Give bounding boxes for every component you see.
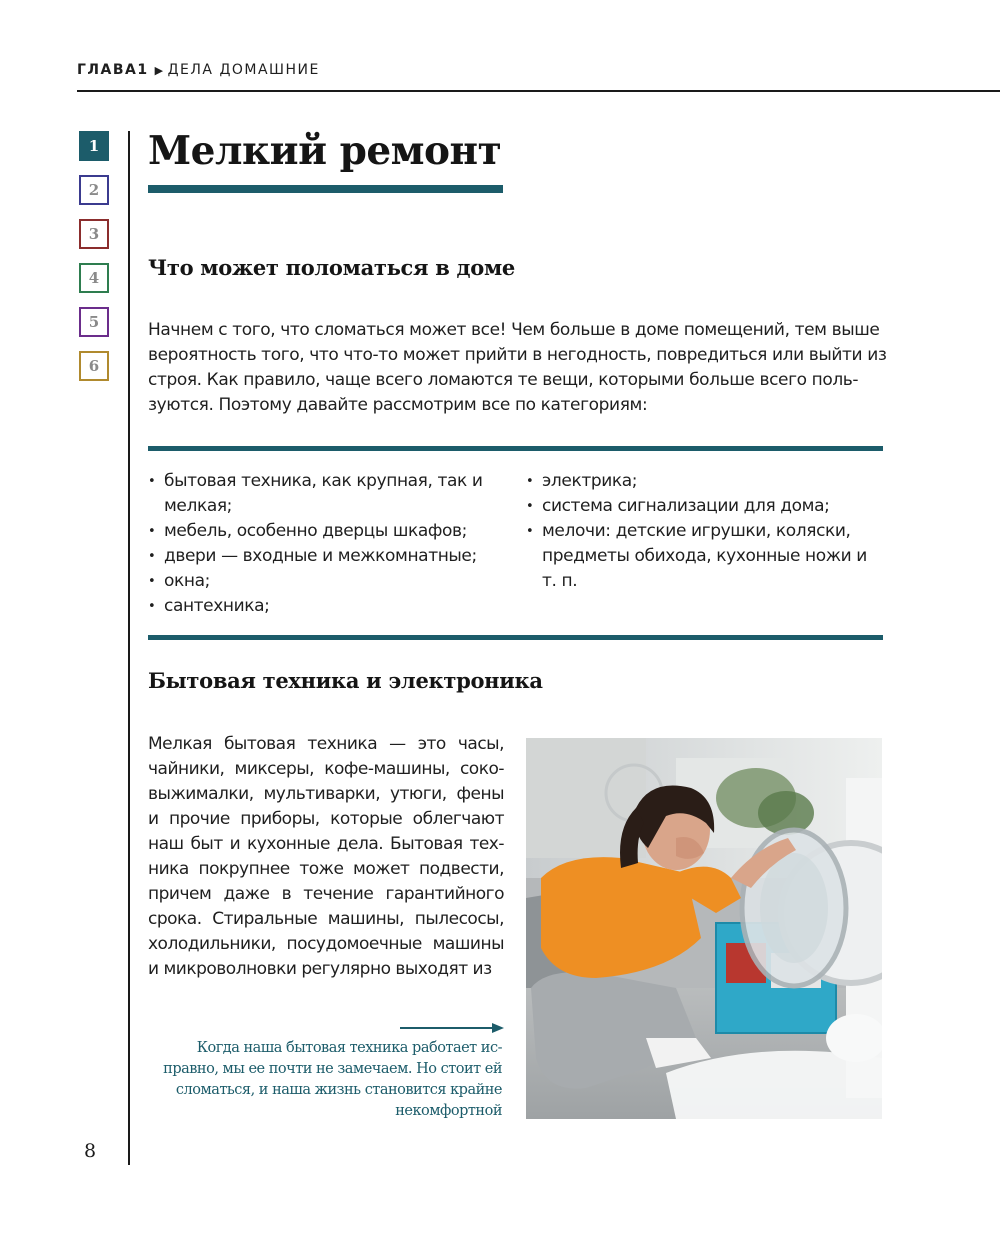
arrow-right-icon <box>400 1022 504 1034</box>
running-header <box>77 62 1000 92</box>
list-item: • окна; <box>148 569 508 594</box>
list-item: • электрика; <box>526 469 876 494</box>
list-item: • бытовая техника, как крупная, так и мелкая; <box>148 469 508 519</box>
list-item: • система сигнализации для дома; <box>526 494 876 519</box>
washing-machine-photo <box>526 738 882 1119</box>
category-list-right <box>526 469 876 594</box>
page-number: 8 <box>84 1140 97 1162</box>
list-item: • двери — входные и межкомнатные; <box>148 544 508 569</box>
section-heading-appliances: Бытовая техника и электроника <box>148 668 543 693</box>
chapter-tab-4[interactable]: 4 <box>79 263 109 293</box>
list-item: • сантехника; <box>148 594 508 619</box>
chapter-label: ГЛАВА1 <box>77 62 149 78</box>
margin-divider <box>128 131 130 1165</box>
side-note: Когда наша бытовая техника работает ис-правно, мы ее почти не замечаем. Но стоит ей сломаться, и наша жизнь становится крайне некомфортной <box>163 1040 502 1119</box>
chapter-tab-1[interactable]: 1 <box>79 131 109 161</box>
chapter-tab-3[interactable]: 3 <box>79 219 109 249</box>
list-top-rule <box>148 446 883 451</box>
list-item: • мелочи: детские игрушки, коляски, предметы обихода, кухонные ножи и т. п. <box>526 519 876 594</box>
section-label: ДЕЛА ДОМАШНИЕ <box>167 62 320 78</box>
list-item: • мебель, особенно дверцы шкафов; <box>148 519 508 544</box>
chapter-tab-2[interactable]: 2 <box>79 175 109 205</box>
arrow-right-icon: ▶ <box>154 64 165 77</box>
category-list-left <box>148 469 508 619</box>
intro-paragraph: Начнем с того, что сломаться может все! Чем больше в доме помещений, тем выше вероятность того, что что-то может прийти в негодность, повредиться или выйти из строя. Как правило, чаще всего ломаются те вещи, которыми больше всего поль-зуются. Поэтому давайте рассмотрим все по категориям: <box>148 320 887 415</box>
chapter-tab-6[interactable]: 6 <box>79 351 109 381</box>
chapter-nav <box>79 131 111 395</box>
page-title: Мелкий ремонт <box>148 128 502 174</box>
woman-washing-machine-illustration <box>526 738 882 1119</box>
chapter-tab-5[interactable]: 5 <box>79 307 109 337</box>
title-underline <box>148 185 503 193</box>
section-heading: Что может поломаться в доме <box>148 255 515 280</box>
list-bottom-rule <box>148 635 883 640</box>
appliances-paragraph: Мелкая бытовая техника — это часы, чайники, миксеры, кофе-машины, соко-выжималки, мультиварки, утюги, фены и прочие приборы, которые облегчают наш быт и кухонные дела. Бытовая тех-ника покрупнее тоже может подвести, причем даже в течение гарантийного срока. Стиральные машины, пылесосы, холодильники, посудомоечные машины и микроволновки регулярно выходят из <box>148 734 504 979</box>
